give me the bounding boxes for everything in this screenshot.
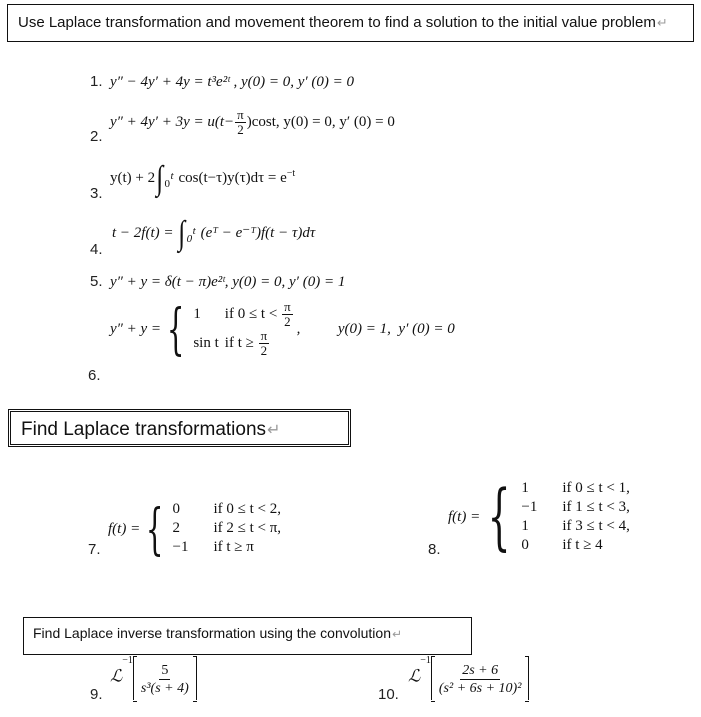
left-brace: {: [487, 475, 511, 559]
return-icon: ↵: [656, 15, 668, 30]
case-row: [169, 538, 284, 557]
case-value: 1: [521, 480, 529, 496]
section2-title-box: [8, 409, 351, 447]
case-row: [169, 519, 284, 538]
problem-3-equation: y(t) + 2∫ t 0 $\cos(t-\tau)y(\tau)d\tau = e^{-t}$: [110, 159, 296, 197]
laplace-operator: ℒ: [110, 666, 123, 687]
problem-2-equation: y″ + 4y′ + 3y = u(t− $\frac{\pi}{2}$ )cost, y(0) = 0, y′ (0) = 0: [110, 107, 395, 138]
problem-6-cases: 1 if 0 ≤ t < $\frac{\pi}{2}$ sin t if t ≥ $\frac{\pi}{2}$: [193, 299, 291, 358]
case-value: −1: [172, 539, 189, 555]
integral-sign: ∫: [156, 159, 164, 197]
case-row: [518, 517, 633, 536]
pi-over-2-fraction: $\frac{\pi}{2}$: [237, 107, 244, 138]
problem-7-equation: f(t) = { 0 if 0 ≤ t < 2, 2 if 2 ≤ t < π, −1 if t ≥ π: [108, 500, 284, 557]
problem-2-number: 2.: [90, 128, 103, 145]
case-value: −1: [521, 499, 538, 515]
case-row: [169, 500, 284, 519]
case-condition: if 0 ≤ t < 1,: [562, 480, 630, 496]
problem-8-equation: f(t) = { 1 if 0 ≤ t < 1, −1 if 1 ≤ t < 3, 1 if 3 ≤ t < 4, 0 if t ≥ 4: [448, 479, 633, 555]
problem-5-equation: y″ + y = δ(t − π)e²ᵗ, y(0) = 0, y′ (0) = 1: [110, 274, 346, 290]
problem-7-cases: [169, 500, 284, 557]
case-value: 2: [172, 520, 180, 536]
section3-title-box: [23, 617, 472, 655]
case-row: [518, 498, 633, 517]
problem-10-number: 10.: [378, 686, 399, 703]
integral-sign: ∫: [178, 214, 186, 252]
return-icon: ↵: [267, 421, 281, 439]
problem-1-number: 1.: [90, 73, 103, 90]
problem-9-equation: ℒ$^{-1}$ $\frac{5}{\text{s³(s + 4)}}$: [110, 656, 197, 700]
case-condition: if 3 ≤ t < 4,: [562, 518, 630, 534]
problem-4-equation: t − 2f(t) = ∫ t 0 (eᵀ − e⁻ᵀ)f(t − τ)dτ: [112, 214, 316, 252]
case-condition: if t ≥ π: [213, 539, 254, 555]
case-value: 1: [521, 518, 529, 534]
section3-title: Find Laplace inverse transformation using the convolution: [33, 625, 391, 641]
case-value: 0: [172, 501, 180, 517]
section2-title: Find Laplace transformations: [21, 419, 267, 440]
problem-6-equation: y″ + y = { 1 if 0 ≤ t < $\frac{\pi}{2}$ sin t if t ≥ $\frac{\pi}{2}$ , y(0) = 1, y′ (0) = 0: [110, 296, 455, 362]
problem-4-number: 4.: [90, 241, 103, 258]
return-icon: ↵: [391, 627, 402, 641]
laplace-operator: ℒ: [408, 666, 421, 687]
case-row: [518, 479, 633, 498]
problem-10-equation: ℒ$^{-1}$ $\frac{2s + 6}{\text{(s² + 6s + 10)²}}$: [408, 656, 529, 700]
problem-9-number: 9.: [90, 686, 103, 703]
problem-1-equation: y″ − 4y′ + 4y = t³e²ᵗ , y(0) = 0, y′ (0) = 0: [110, 74, 355, 90]
problem-6-number: 6.: [88, 367, 101, 384]
case-condition: if 2 ≤ t < π,: [213, 520, 282, 536]
section1-title-box: [7, 4, 694, 42]
case-condition: if t ≥ 4: [562, 537, 603, 553]
problem-8-number: 8.: [428, 541, 441, 558]
case-condition: if 1 ≤ t < 3,: [562, 499, 630, 515]
left-brace: {: [146, 496, 164, 561]
case-condition: if 0 ≤ t < 2,: [213, 501, 281, 517]
problem-7-number: 7.: [88, 541, 101, 558]
case-row: [518, 536, 633, 555]
left-brace: {: [166, 296, 185, 362]
problem-8-cases: [518, 479, 633, 555]
problem-5-number: 5.: [90, 273, 103, 290]
case-value: 0: [521, 537, 529, 553]
problem-3-number: 3.: [90, 185, 103, 202]
section1-title: Use Laplace transformation and movement theorem to find a solution to the initial value problem: [18, 14, 656, 31]
